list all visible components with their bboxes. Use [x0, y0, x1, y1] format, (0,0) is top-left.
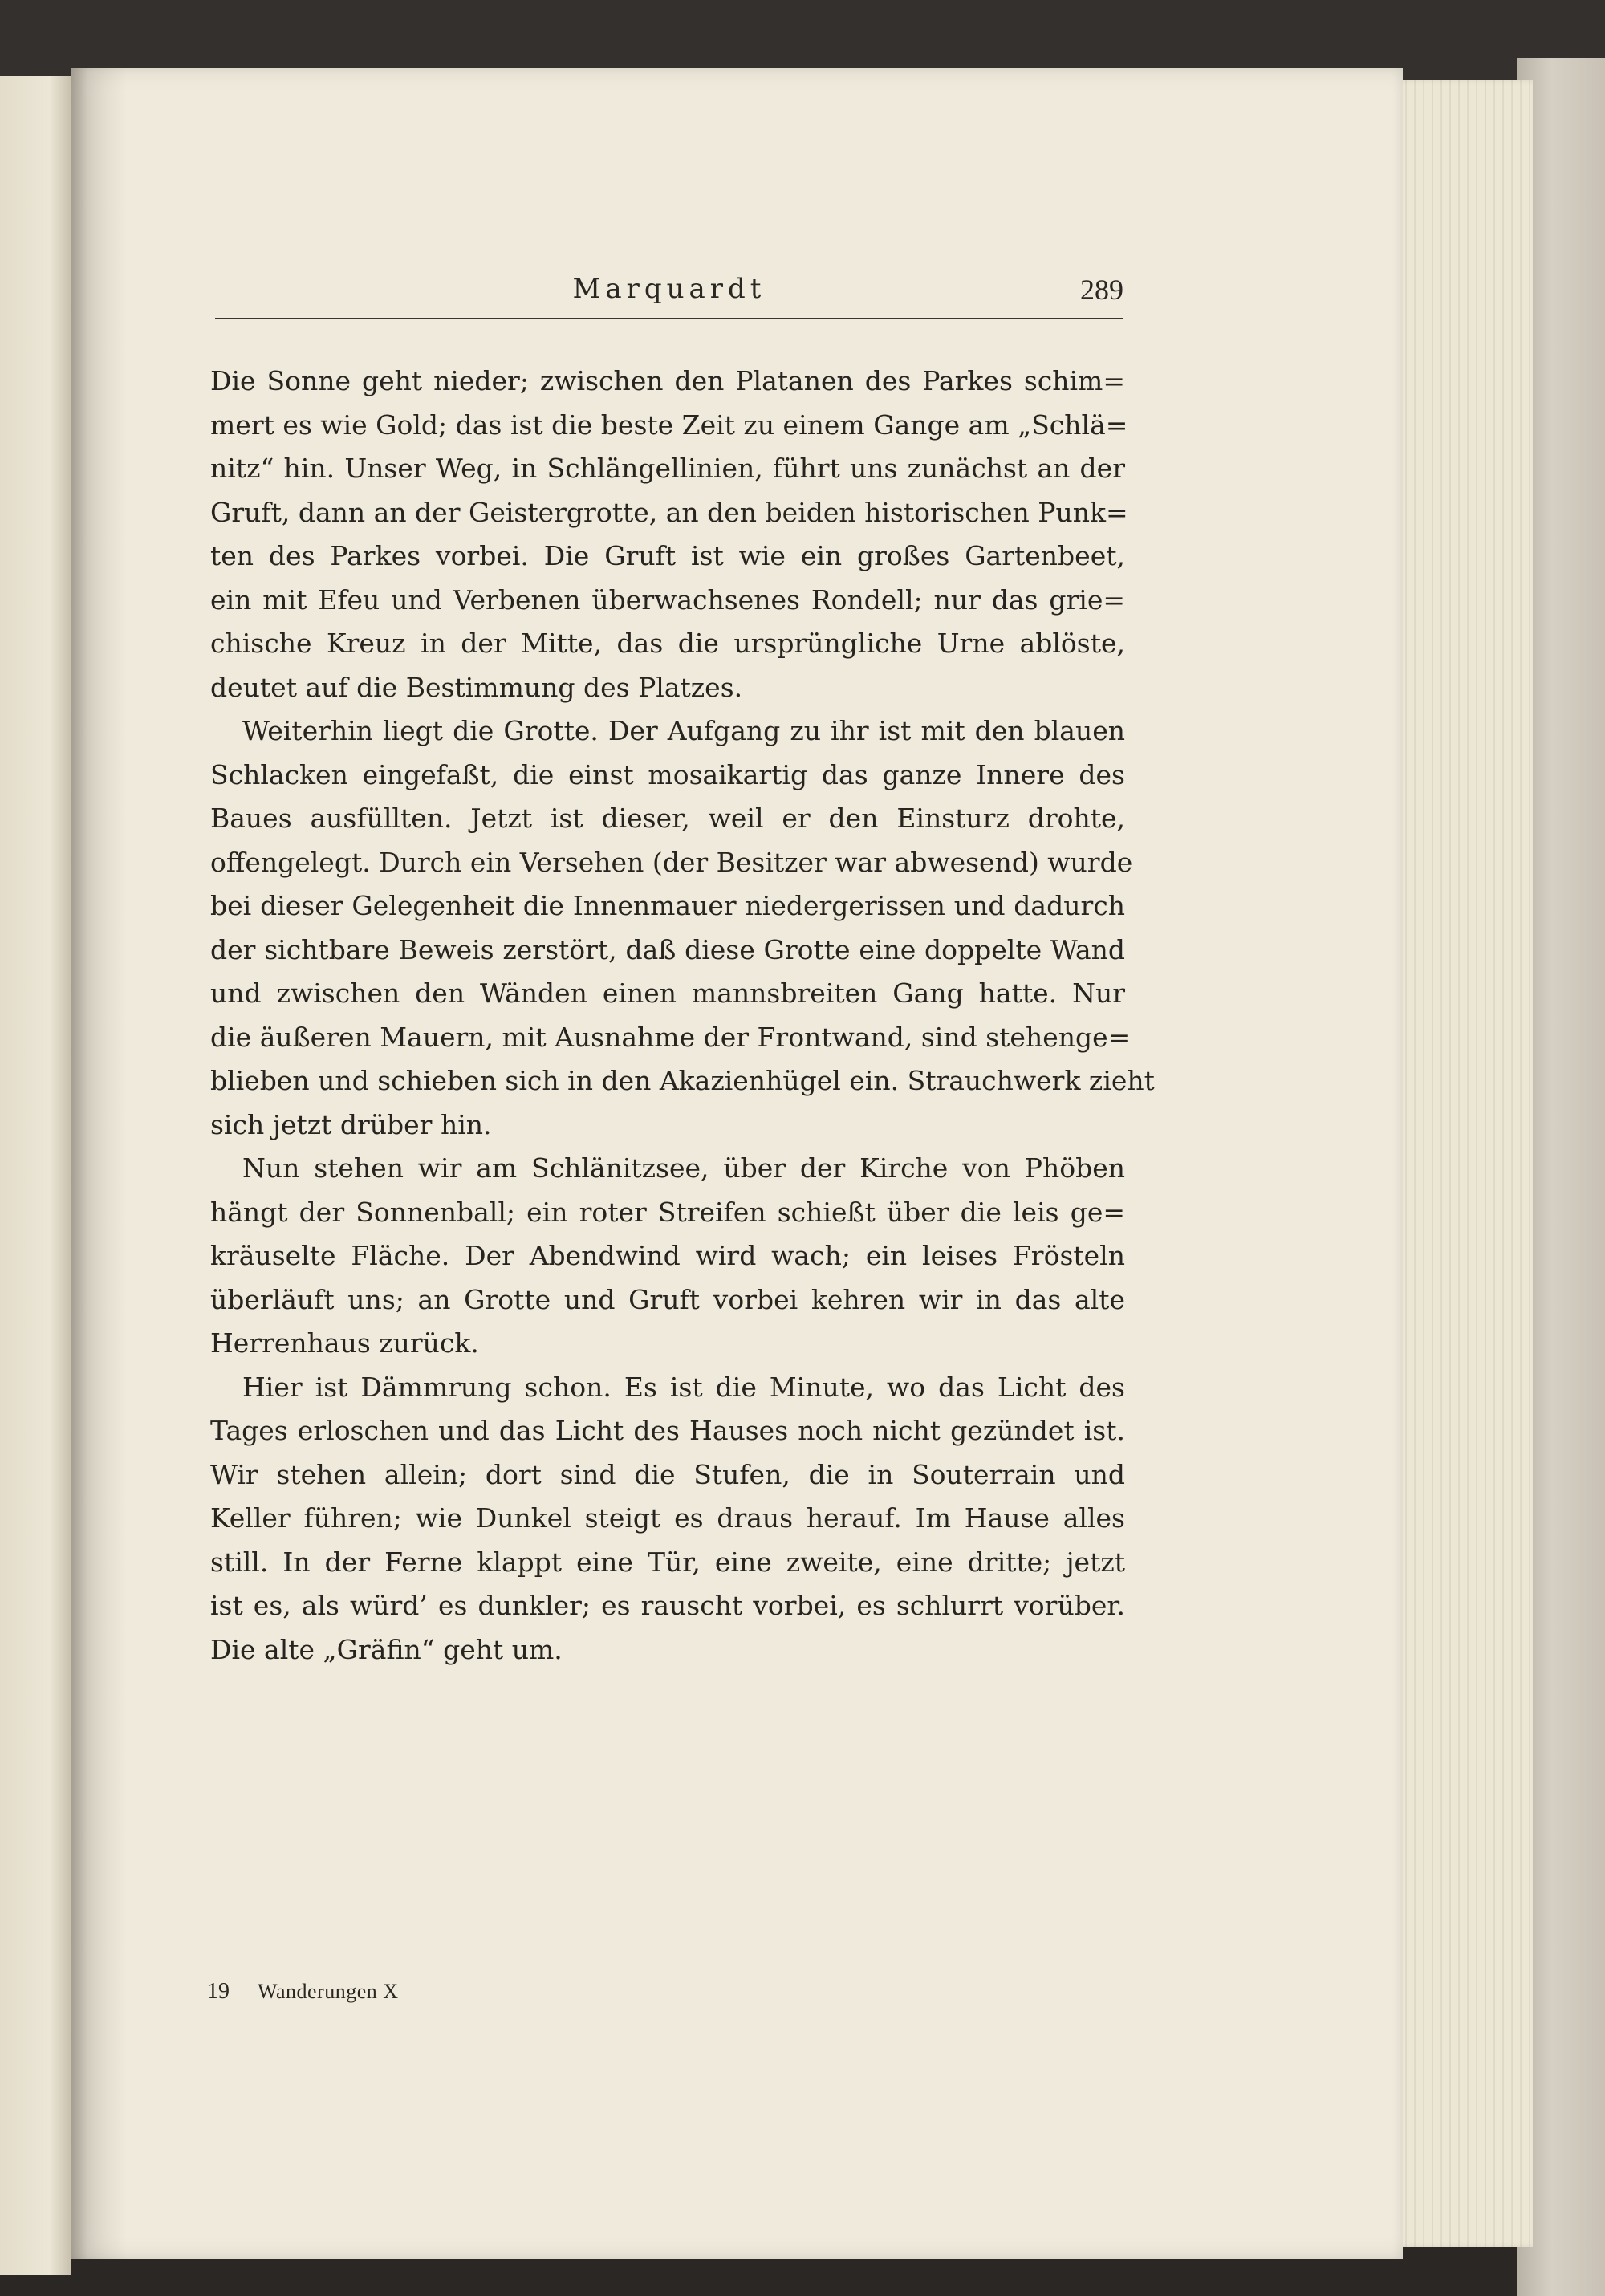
text-line: chische Kreuz in der Mitte, das die ursprüngliche Urne ablöste,	[210, 628, 1125, 659]
text-line: hängt der Sonnenball; ein roter Streifen schießt über die leis ge=	[210, 1196, 1125, 1228]
paragraph-2	[210, 709, 1155, 1147]
text-line: Weiterhin liegt die Grotte. Der Aufgang zu ihr ist mit den blauen	[242, 715, 1125, 746]
text-line: Die Sonne geht nieder; zwischen den Platanen des Parkes schim=	[210, 365, 1125, 396]
signature-title: Wanderungen X	[258, 1980, 399, 2003]
paragraph-4	[210, 1366, 1125, 1672]
text-line: kräuselte Fläche. Der Abendwind wird wach; ein leises Frösteln	[210, 1240, 1125, 1271]
text-line: Schlacken eingefaßt, die einst mosaikartig das ganze Innere des	[210, 758, 1125, 790]
page-gutter-shadow	[71, 68, 127, 2259]
text-line: Herrenhaus zurück.	[210, 1327, 479, 1359]
running-head	[215, 273, 1124, 318]
text-line: Baues ausfüllten. Jetzt ist dieser, weil er den Einsturz drohte,	[210, 803, 1125, 834]
previous-page-edge	[0, 76, 71, 2275]
text-line: ist es, als würd’ es dunkler; es rauscht vorbei, es schlurrt vorüber.	[210, 1590, 1125, 1621]
text-line: Tages erloschen und das Licht des Hauses noch nicht gezündet ist.	[210, 1415, 1125, 1446]
text-line: der sichtbare Beweis zerstört, daß diese Grotte eine doppelte Wand	[210, 933, 1125, 965]
text-line: ein mit Efeu und Verbenen überwachsenes Rondell; nur das grie=	[210, 583, 1125, 616]
text-line: ten des Parkes vorbei. Die Gruft ist wie ein großes Gartenbeet,	[210, 540, 1125, 571]
text-line: Hier ist Dämmrung schon. Es ist die Minute, wo das Licht des	[242, 1371, 1125, 1403]
paragraph-3	[210, 1147, 1125, 1366]
text-line: bei dieser Gelegenheit die Innenmauer niedergerissen und dadurch	[210, 890, 1125, 921]
text-line: und zwischen den Wänden einen mannsbreiten Gang hatte. Nur	[210, 977, 1125, 1009]
page-stack-edge	[1380, 80, 1533, 2247]
text-line: blieben und schieben sich in den Akazienhügel ein. Strauchwerk zieht	[210, 1065, 1155, 1096]
text-line: still. In der Ferne klappt eine Tür, eine zweite, eine dritte; jetzt	[210, 1546, 1125, 1578]
text-line: überläuft uns; an Grotte und Gruft vorbei kehren wir in das alte	[210, 1283, 1125, 1315]
text-line: nitz“ hin. Unser Weg, in Schlängellinien, führt uns zunächst an der	[210, 453, 1125, 484]
text-line: Die alte „Gräfin“ geht um.	[210, 1633, 563, 1665]
text-line: Keller führen; wie Dunkel steigt es draus herauf. Im Hause alles	[210, 1502, 1125, 1534]
text-line: Nun stehen wir am Schlänitzsee, über der Kirche von Phöben	[242, 1152, 1125, 1184]
text-line: deutet auf die Bestimmung des Platzes.	[210, 671, 743, 703]
running-title: Marquardt	[572, 273, 766, 305]
printer-signature	[207, 1979, 399, 2005]
text-line: die äußeren Mauern, mit Ausnahme der Frontwand, sind stehenge=	[210, 1021, 1131, 1053]
text-line: sich jetzt drüber hin.	[210, 1108, 492, 1140]
text-line: Gruft, dann an der Geistergrotte, an den beiden historischen Punk=	[210, 496, 1128, 528]
text-line: offengelegt. Durch ein Versehen (der Besitzer war abwesend) wurde	[210, 846, 1133, 878]
body-text	[210, 360, 1155, 1672]
signature-number: 19	[207, 1979, 230, 2004]
text-line: Wir stehen allein; dort sind die Stufen, die in Souterrain und	[210, 1458, 1125, 1490]
paragraph-1	[210, 360, 1128, 709]
page-number: 289	[1080, 274, 1124, 306]
header-rule	[215, 318, 1124, 319]
text-line: mert es wie Gold; das ist die beste Zeit zu einem Gange am „Schlä=	[210, 408, 1128, 441]
